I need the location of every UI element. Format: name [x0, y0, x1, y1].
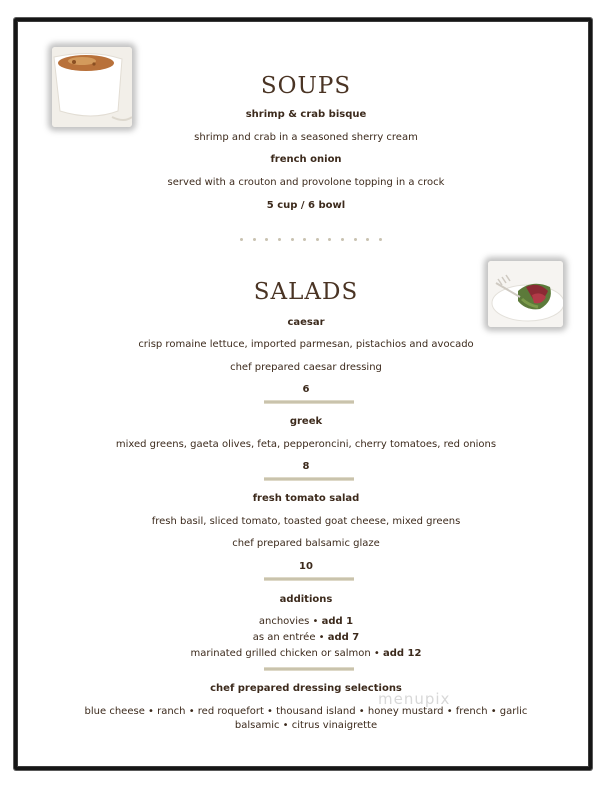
item-name-caesar: caesar — [287, 317, 325, 328]
item-dressing-caesar: chef prepared caesar dressing — [230, 362, 382, 373]
item-name-tomato: fresh tomato salad — [252, 493, 360, 504]
additions-title: additions — [279, 594, 333, 605]
dressings-list-line1: blue cheese • ranch • red roquefort • thousand island • honey mustard • french • garlic — [84, 706, 528, 717]
divider-rule — [264, 667, 354, 671]
addition-price: add 1 — [321, 616, 354, 627]
section-divider-dots — [240, 238, 382, 244]
addition-price: add 12 — [383, 648, 422, 659]
addition-entree — [40, 631, 572, 644]
item-desc-caesar: crisp romaine lettuce, imported parmesan, pistachios and avocado — [138, 339, 474, 350]
item-desc-bisque: shrimp and crab in a seasoned sherry cream — [194, 132, 418, 143]
divider-rule — [264, 577, 354, 581]
addition-price: add 7 — [327, 632, 360, 643]
price-caesar: 6 — [302, 384, 310, 395]
addition-anchovies — [40, 615, 572, 628]
addition-label: anchovies • — [258, 616, 319, 627]
dressings-list-line2: balsamic • citrus vinaigrette — [234, 720, 378, 731]
item-desc-greek: mixed greens, gaeta olives, feta, pepperoncini, cherry tomatoes, red onions — [115, 439, 497, 450]
addition-label: as an entrée • — [252, 632, 325, 643]
watermark-text: menupix — [378, 690, 451, 708]
addition-protein — [40, 647, 572, 660]
salads-heading: SALADS — [253, 279, 359, 306]
soups-heading: SOUPS — [260, 73, 352, 100]
item-desc-tomato: fresh basil, sliced tomato, toasted goat cheese, mixed greens — [151, 516, 461, 527]
item-glaze-tomato: chef prepared balsamic glaze — [232, 538, 380, 549]
price-greek: 8 — [302, 461, 310, 472]
addition-label: marinated grilled chicken or salmon • — [190, 648, 380, 659]
soup-price: 5 cup / 6 bowl — [266, 200, 346, 211]
item-desc-french-onion: served with a crouton and provolone topping in a crock — [167, 177, 445, 188]
divider-rule — [264, 400, 354, 404]
item-name-french-onion: french onion — [270, 154, 342, 165]
dressings-title: chef prepared dressing selections — [210, 683, 402, 694]
divider-rule — [264, 477, 354, 481]
item-name-greek: greek — [289, 416, 323, 427]
price-tomato: 10 — [299, 561, 313, 572]
item-name-bisque: shrimp & crab bisque — [245, 109, 367, 120]
